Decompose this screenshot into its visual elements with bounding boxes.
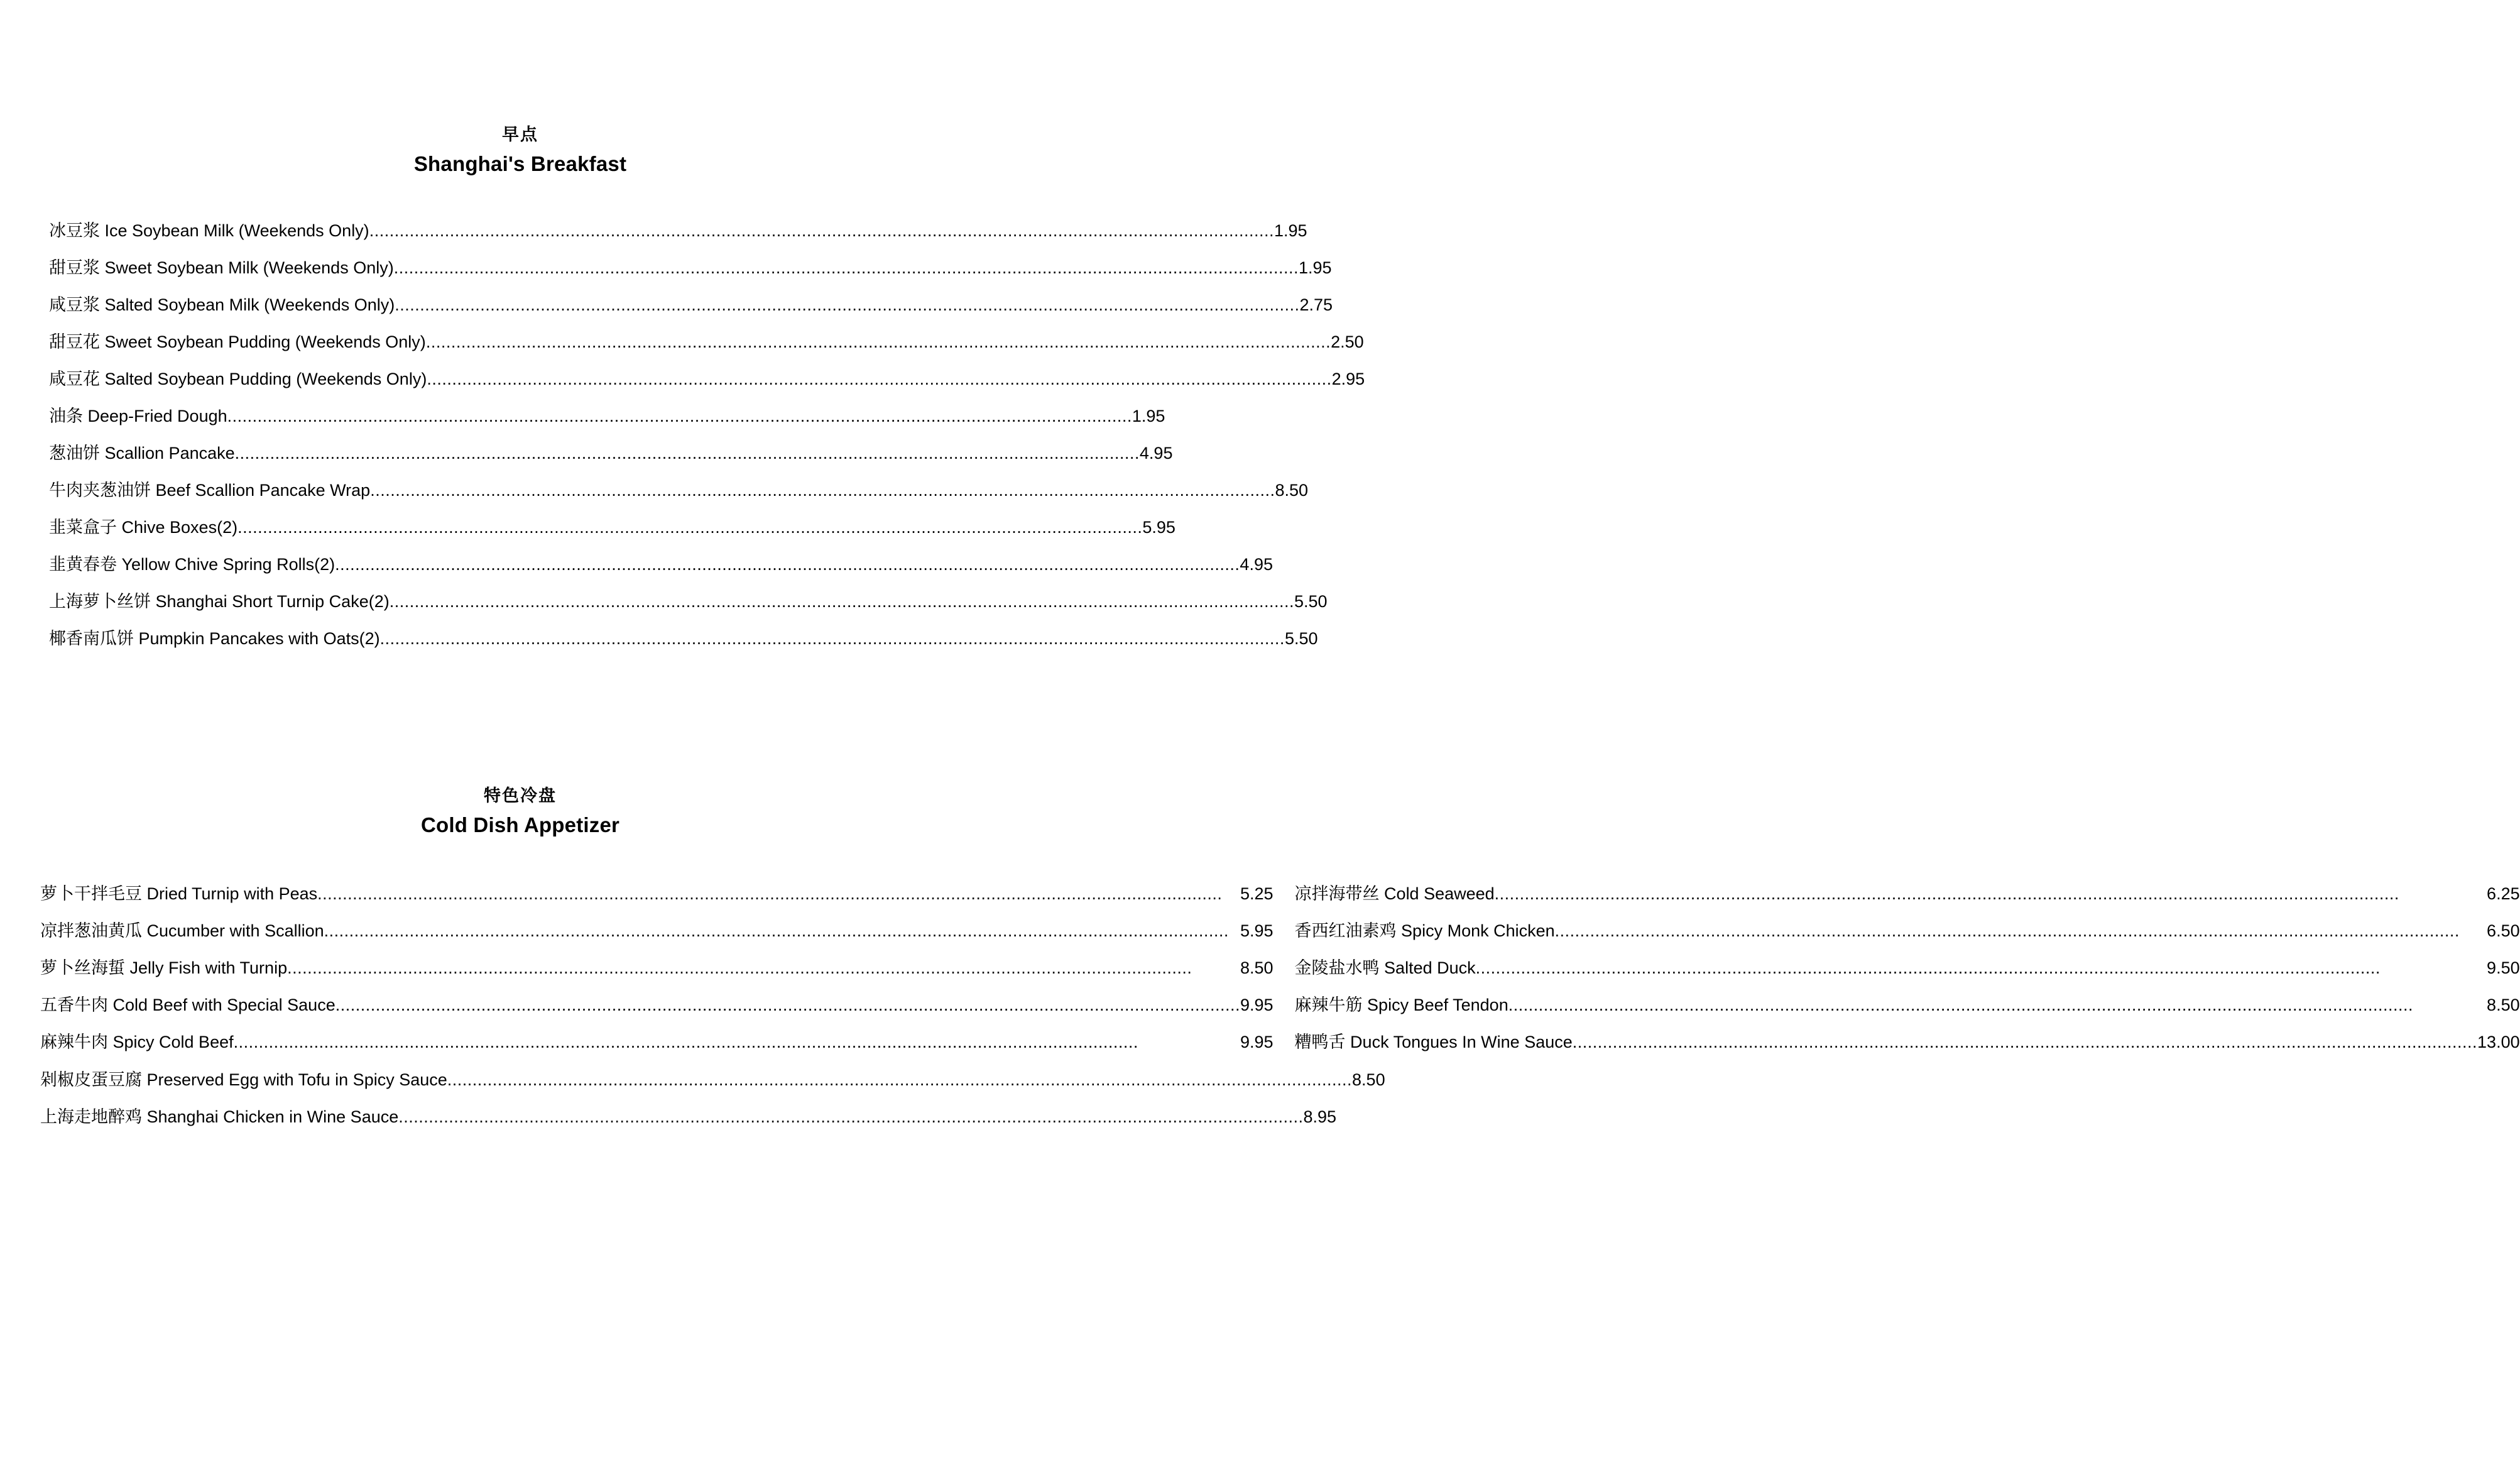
menu-item-name-english: Deep-Fried Dough	[83, 407, 227, 425]
menu-item-row	[49, 361, 1365, 398]
menu-item-name-english: Salted Soybean Milk (Weekends Only)	[100, 295, 395, 314]
menu-item-row	[1274, 1024, 2520, 1061]
dot-leader	[287, 960, 1240, 977]
menu-item-name-chinese: 甜豆花	[49, 332, 100, 352]
menu-item-name-chinese: 冰豆浆	[49, 221, 100, 241]
menu-item-name-chinese: 椰香南瓜饼	[49, 629, 134, 649]
menu-item-name	[49, 546, 335, 583]
menu-item-name	[40, 987, 335, 1024]
menu-item-name-chinese: 麻辣牛肉	[40, 1033, 108, 1052]
menu-item-row	[40, 913, 1274, 950]
menu-item-name	[1295, 950, 1476, 987]
dot-leader	[370, 482, 1275, 499]
menu-item-row	[1274, 950, 2520, 987]
menu-item-price: 5.50	[1284, 629, 1318, 648]
menu-item-row	[49, 472, 1309, 509]
menu-item-price: 1.95	[1274, 221, 1307, 240]
menu-item-name-english: Cold Beef with Special Sauce	[108, 996, 335, 1014]
menu-item-name-chinese: 香西红油素鸡	[1294, 921, 1397, 941]
menu-item-row	[40, 1099, 1337, 1136]
menu-item-name-chinese: 五香牛肉	[40, 996, 108, 1015]
dot-leader	[235, 445, 1140, 462]
menu-item-name-chinese: 牛肉夹葱油饼	[49, 481, 151, 500]
colddish-right-column	[1274, 875, 2520, 1061]
menu-item-price: 5.95	[1142, 518, 1175, 537]
menu-item-row	[49, 435, 1173, 472]
dot-leader	[398, 1109, 1303, 1126]
menu-item-price: 2.95	[1331, 370, 1365, 388]
dot-leader	[369, 222, 1274, 239]
menu-item-name	[1295, 1024, 1573, 1061]
colddish-full-width-list	[40, 1061, 1385, 1136]
menu-item-name-english: Scallion Pancake	[100, 444, 235, 463]
menu-item-price: 4.95	[1240, 555, 1273, 574]
menu-item-name	[40, 1024, 234, 1061]
dot-leader	[427, 371, 1331, 388]
breakfast-heading-chinese: 早点	[502, 125, 538, 145]
menu-item-row	[40, 875, 1274, 913]
menu-item-name	[1295, 987, 1508, 1024]
breakfast-section-heading	[0, 121, 1040, 178]
menu-item-name-english: Shanghai Chicken in Wine Sauce	[142, 1107, 399, 1126]
dot-leader	[1573, 1034, 2477, 1051]
menu-item-price: 1.95	[1132, 407, 1165, 425]
menu-item-name	[49, 212, 369, 250]
menu-item-price: 8.50	[1275, 481, 1309, 500]
menu-item-price: 8.50	[1352, 1070, 1385, 1089]
menu-item-name-english: Chive Boxes(2)	[117, 518, 238, 537]
dot-leader	[234, 1034, 1240, 1051]
menu-item-name-chinese: 甜豆浆	[49, 258, 100, 278]
menu-item-name-chinese: 剁椒皮蛋豆腐	[40, 1070, 142, 1090]
dot-leader	[394, 260, 1299, 277]
menu-item-price: 9.95	[1240, 1033, 1274, 1051]
menu-item-name-english: Yellow Chive Spring Rolls(2)	[117, 555, 335, 574]
menu-item-name-english: Sweet Soybean Pudding (Weekends Only)	[100, 332, 426, 351]
menu-item-price: 9.50	[2487, 958, 2520, 977]
menu-item-name-chinese: 萝卜丝海蜇	[40, 958, 125, 978]
menu-item-price: 5.50	[1294, 592, 1328, 611]
dot-leader	[324, 923, 1240, 940]
menu-item-name-chinese: 上海萝卜丝饼	[49, 592, 151, 612]
menu-item-row	[49, 546, 1273, 583]
menu-item-name-chinese: 糟鸭舌	[1294, 1033, 1346, 1052]
menu-item-name-chinese: 咸豆浆	[49, 295, 100, 315]
menu-item-name	[40, 950, 287, 987]
menu-item-row	[49, 620, 1318, 657]
menu-item-price: 2.50	[1331, 332, 1364, 351]
dot-leader	[227, 408, 1132, 425]
menu-item-name	[1295, 913, 1555, 950]
menu-item-price: 8.50	[1240, 958, 1274, 977]
breakfast-heading-english: Shanghai's Breakfast	[413, 152, 627, 175]
dot-leader	[1476, 960, 2487, 977]
menu-item-name-english: Beef Scallion Pancake Wrap	[151, 481, 371, 500]
menu-item-name-english: Salted Soybean Pudding (Weekends Only)	[100, 370, 427, 388]
menu-item-name-english: Pumpkin Pancakes with Oats(2)	[134, 629, 380, 648]
menu-item-row	[40, 1061, 1385, 1099]
menu-item-price: 8.50	[2487, 996, 2520, 1014]
menu-item-name	[49, 509, 237, 546]
menu-item-name-chinese: 凉拌海带丝	[1294, 884, 1380, 904]
menu-item-name	[49, 583, 390, 620]
dot-leader	[395, 297, 1299, 314]
menu-item-name-english: Duck Tongues In Wine Sauce	[1345, 1033, 1573, 1051]
menu-item-name	[49, 620, 380, 657]
dot-leader	[1555, 923, 2487, 940]
menu-item-price: 5.95	[1240, 921, 1274, 940]
menu-item-name	[40, 1061, 447, 1099]
menu-item-name-chinese: 麻辣牛筋	[1294, 996, 1363, 1015]
dot-leader	[1508, 997, 2487, 1014]
menu-item-row	[49, 583, 1328, 620]
menu-item-name-english: Spicy Cold Beef	[108, 1033, 234, 1051]
colddish-two-column-grid	[40, 875, 2520, 1061]
colddish-heading-english: Cold Dish Appetizer	[420, 813, 620, 836]
menu-item-price: 1.95	[1298, 258, 1332, 277]
menu-item-row	[40, 987, 1274, 1024]
menu-item-name	[49, 324, 426, 361]
menu-item-name-english: Spicy Monk Chicken	[1396, 921, 1555, 940]
dot-leader	[447, 1072, 1352, 1089]
menu-item-name	[49, 435, 235, 472]
menu-item-row	[49, 509, 1175, 546]
menu-item-name-chinese: 油条	[49, 407, 83, 426]
menu-item-row	[49, 212, 1307, 250]
menu-item-name-english: Ice Soybean Milk (Weekends Only)	[100, 221, 369, 240]
menu-item-name	[49, 472, 370, 509]
breakfast-item-list	[49, 212, 1365, 657]
menu-item-price: 2.75	[1299, 295, 1333, 314]
menu-item-name-chinese: 韭黄春卷	[49, 555, 117, 574]
menu-item-name-english: Salted Duck	[1379, 958, 1476, 977]
menu-item-name	[1295, 875, 1495, 913]
menu-item-name-english: Sweet Soybean Milk (Weekends Only)	[100, 258, 394, 277]
menu-item-name-chinese: 萝卜干拌毛豆	[40, 884, 142, 904]
menu-item-name-english: Cold Seaweed	[1379, 884, 1495, 903]
dot-leader	[426, 334, 1331, 351]
menu-item-name	[49, 250, 394, 287]
menu-item-name-english: Shanghai Short Turnip Cake(2)	[151, 592, 390, 611]
menu-item-name-english: Dried Turnip with Peas	[142, 884, 318, 903]
dot-leader	[1495, 886, 2487, 902]
dot-leader	[390, 593, 1294, 610]
menu-item-row	[40, 1024, 1274, 1061]
dot-leader	[237, 519, 1142, 536]
menu-item-name	[49, 287, 395, 324]
menu-item-row	[49, 324, 1364, 361]
dot-leader	[317, 886, 1240, 902]
menu-item-name	[49, 361, 427, 398]
colddish-heading-chinese: 特色冷盘	[484, 786, 557, 806]
menu-item-name-english: Cucumber with Scallion	[142, 921, 324, 940]
menu-item-price: 6.50	[2487, 921, 2520, 940]
colddish-left-column	[40, 875, 1274, 1061]
menu-item-name-english: Preserved Egg with Tofu in Spicy Sauce	[142, 1070, 447, 1089]
menu-item-name-chinese: 金陵盐水鸭	[1294, 958, 1380, 978]
menu-item-name-chinese: 凉拌葱油黄瓜	[40, 921, 142, 941]
menu-item-row	[1274, 875, 2520, 913]
dot-leader	[380, 630, 1285, 647]
menu-item-name	[40, 1099, 398, 1136]
menu-item-row	[40, 950, 1274, 987]
menu-item-name	[40, 913, 324, 950]
menu-item-price: 6.25	[2487, 884, 2520, 903]
menu-item-price: 13.00	[2477, 1033, 2520, 1051]
menu-item-row	[1274, 913, 2520, 950]
menu-item-name-english: Jelly Fish with Turnip	[125, 958, 288, 977]
menu-item-row	[49, 398, 1165, 435]
menu-item-name	[49, 398, 227, 435]
colddish-section-heading	[0, 782, 1040, 840]
menu-item-name-chinese: 上海走地醉鸡	[40, 1107, 142, 1127]
menu-item-row	[49, 287, 1333, 324]
menu-item-name-chinese: 咸豆花	[49, 370, 100, 389]
menu-item-price: 9.95	[1240, 996, 1274, 1014]
menu-item-name-chinese: 韭菜盒子	[49, 518, 117, 537]
dot-leader	[335, 997, 1240, 1014]
menu-item-price: 4.95	[1139, 444, 1173, 463]
dot-leader	[335, 556, 1240, 573]
menu-item-row	[49, 250, 1332, 287]
menu-item-name	[40, 875, 317, 913]
menu-item-price: 5.25	[1240, 884, 1274, 903]
menu-item-price: 8.95	[1303, 1107, 1337, 1126]
menu-item-name-english: Spicy Beef Tendon	[1362, 996, 1508, 1014]
menu-item-row	[1274, 987, 2520, 1024]
menu-item-name-chinese: 葱油饼	[49, 444, 100, 463]
